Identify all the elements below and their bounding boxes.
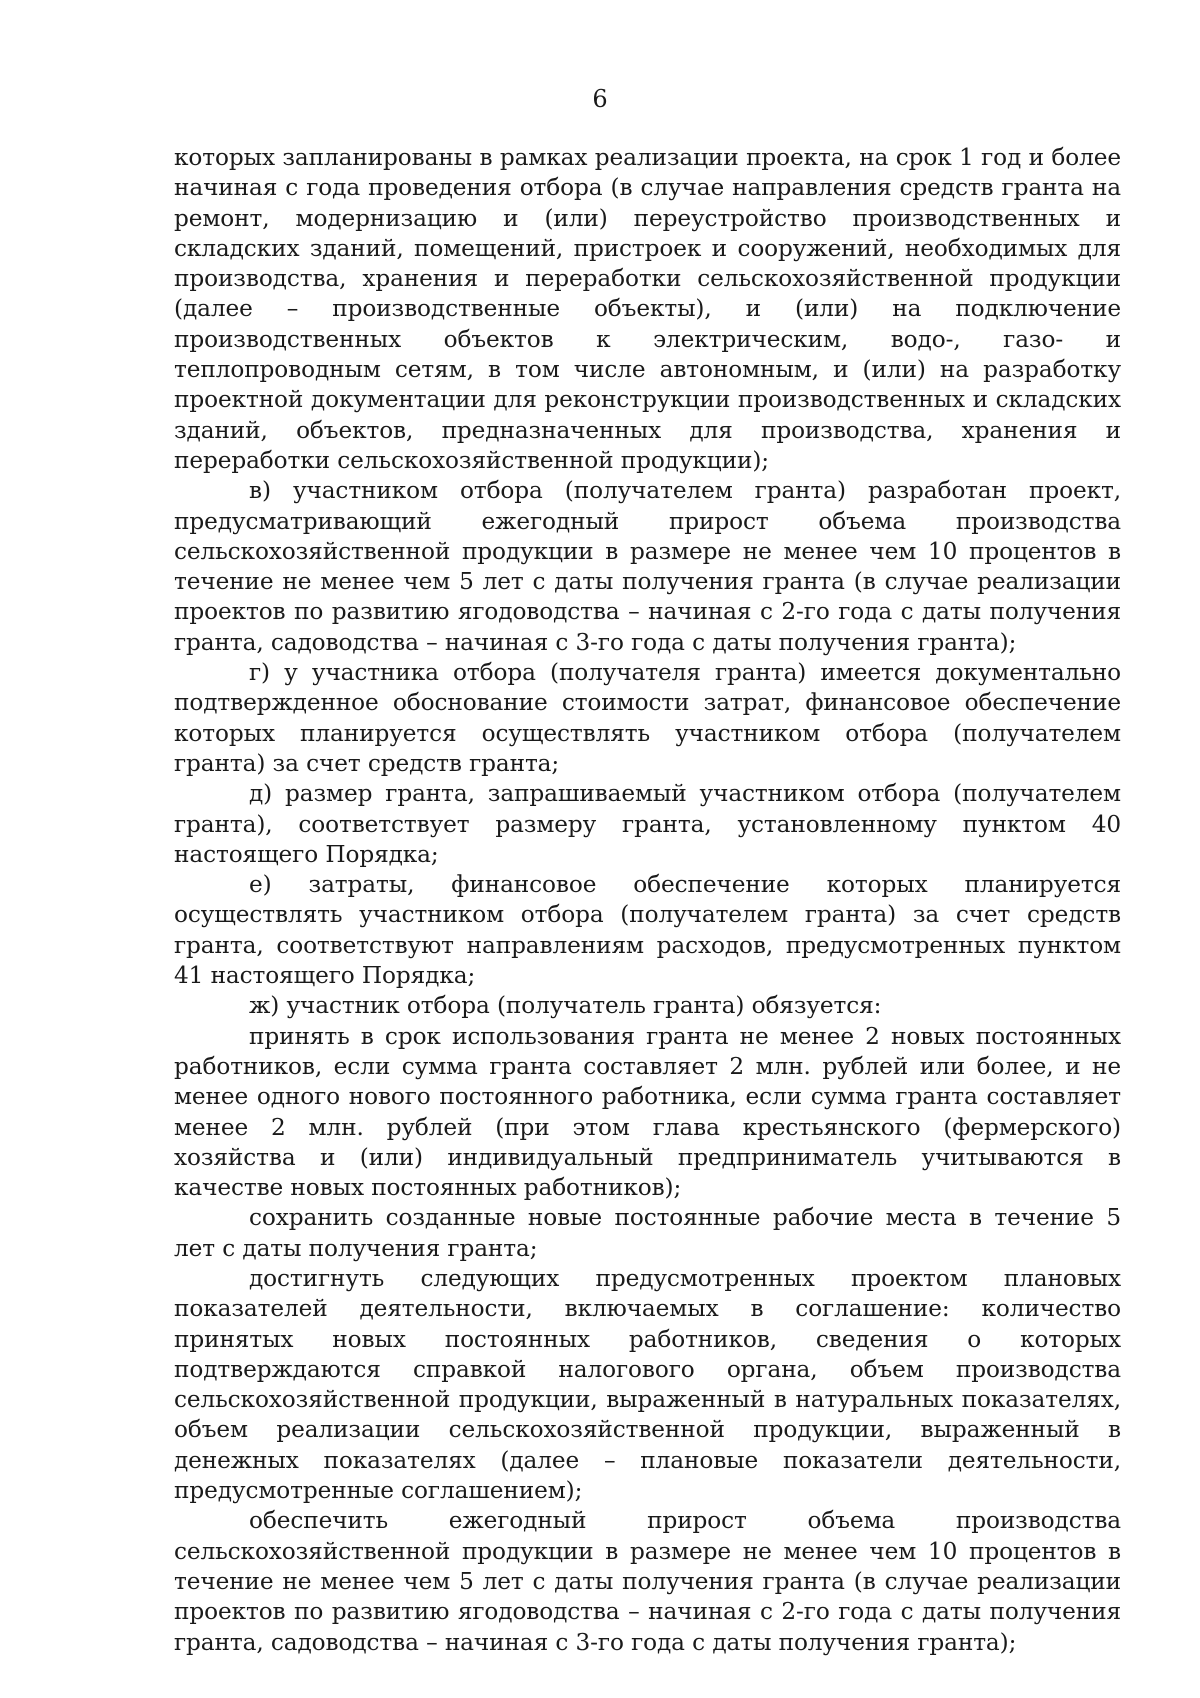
paragraph-continuation: которых запланированы в рамках реализации проекта, на срок 1 год и более начиная с года проведения отбора (в случае направления средств гранта на ремонт, модернизацию и (или) переустройство производственных и складских зданий, помещений, пристроек и сооружений, необходимых для производства, хранения и переработки сельскохозяйственной продукции (далее – производственные объекты), и (или) на подключение производственных объектов к электрическим, водо-, газо- и теплопроводным сетям, в том числе автономным, и (или) на разработку проектной документации для реконструкции производственных и складских зданий, объектов, предназначенных для производства, хранения и переработки сельскохозяйственной продукции); <box>174 144 1121 474</box>
paragraph-obligation-hire: принять в срок использования гранта не менее 2 новых постоянных работников, если сумма гранта составляет 2 млн. рублей или более, и не менее одного нового постоянного работника, если сумма гранта составляет менее 2 млн. рублей (при этом глава крестьянского (фермерского) хозяйства и (или) индивидуальный предприниматель учитываются в качестве новых постоянных работников); <box>174 1022 1121 1202</box>
page-number: 6 <box>592 85 608 113</box>
paragraph-item-e: е) затраты, финансовое обеспечение которых планируется осуществлять участником отбора (получателем гранта) за счет средств гранта, соответствуют направлениям расходов, предусмотренных пунктом 41 настоящего Порядка; <box>174 871 1121 990</box>
paragraph-obligation-keep-jobs: сохранить созданные новые постоянные рабочие места в течение 5 лет с даты получения гранта; <box>174 1204 1121 1262</box>
paragraph-item-d: д) размер гранта, запрашиваемый участником отбора (получателем гранта), соответствует размеру гранта, установленному пунктом 40 настоящего Порядка; <box>174 780 1121 868</box>
paragraph-item-v: в) участником отбора (получателем гранта) разработан проект, предусматривающий ежегодный прирост объема производства сельскохозяйственной продукции в размере не менее чем 10 процентов в течение не менее чем 5 лет с даты получения гранта (в случае реализации проектов по развитию ягодоводства – начиная с 2-го года с даты получения гранта, садоводства – начиная с 3-го года с даты получения гранта); <box>174 477 1121 656</box>
paragraph-item-zh: ж) участник отбора (получатель гранта) обязуется: <box>249 992 882 1020</box>
document-body <box>174 143 1121 1658</box>
paragraph-obligation-growth: обеспечить ежегодный прирост объема производства сельскохозяйственной продукции в размере не менее чем 10 процентов в течение не менее чем 5 лет с даты получения гранта (в случае реализации проектов по развитию ягодоводства – начиная с 2-го года с даты получения гранта, садоводства – начиная с 3-го года с даты получения гранта); <box>174 1507 1121 1656</box>
paragraph-item-g: г) у участника отбора (получателя гранта) имеется документально подтвержденное обоснование стоимости затрат, финансовое обеспечение которых планируется осуществлять участником отбора (получателем гранта) за счет средств гранта; <box>174 659 1121 777</box>
paragraph-obligation-targets: достигнуть следующих предусмотренных проектом плановых показателей деятельности, включаемых в соглашение: количество принятых новых постоянных работников, сведения о которых подтверждаются справкой налогового органа, объем производства сельскохозяйственной продукции, выраженный в натуральных показателях, объем реализации сельскохозяйственной продукции, выраженный в денежных показателях (далее – плановые показатели деятельности, предусмотренные соглашением); <box>174 1264 1121 1505</box>
